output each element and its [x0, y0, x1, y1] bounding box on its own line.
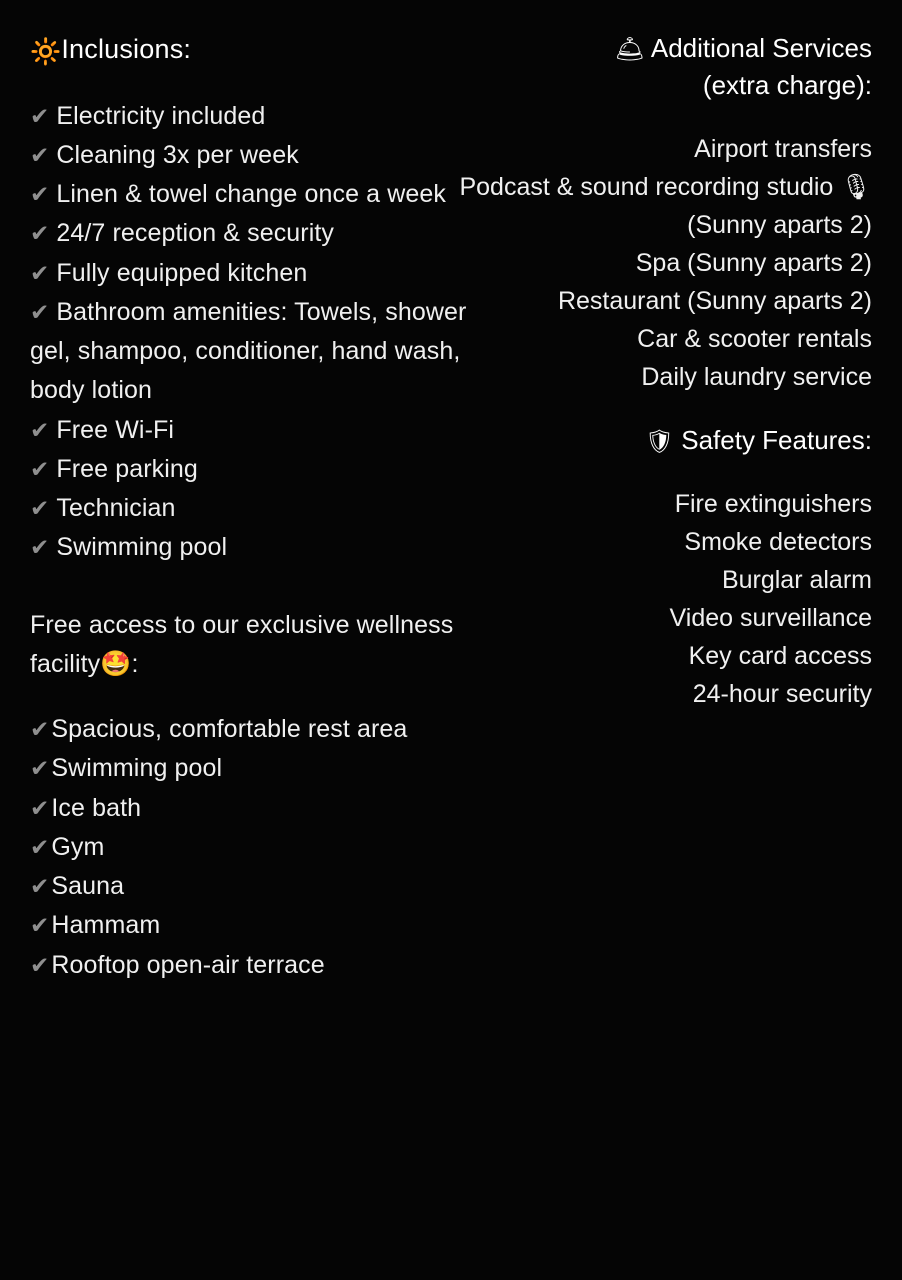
list-item: [30, 867, 470, 906]
services-column: [450, 30, 872, 713]
inclusions-column: [30, 30, 470, 985]
inclusions-heading: [30, 30, 470, 71]
list-item-label: Bathroom amenities: Towels, shower gel, shampoo, conditioner, hand wash, body lotion: [30, 297, 467, 405]
list-item: [30, 97, 470, 136]
list-item: [30, 214, 470, 253]
wellness-list: [30, 710, 470, 985]
list-item-label: Fully equipped kitchen: [56, 258, 308, 287]
additional-services-heading: [450, 30, 872, 104]
list-item-label: 24/7 reception & security: [56, 219, 335, 248]
inclusions-list: [30, 97, 470, 568]
list-item: [30, 749, 470, 788]
safety-heading: [450, 422, 872, 459]
sun-icon: 🔆: [30, 38, 62, 66]
list-item-label: Cleaning 3x per week: [56, 140, 299, 169]
spacer: [450, 459, 872, 485]
list-item: [30, 528, 470, 567]
list-item: [30, 450, 470, 489]
list-item: [30, 293, 470, 411]
list-item-label: Technician: [56, 494, 176, 522]
check-icon: ✔: [30, 141, 50, 168]
wellness-intro-label: Free access to our exclusive wellness facility: [30, 610, 454, 678]
spacer: [450, 396, 872, 422]
spacer: [30, 684, 470, 710]
list-item: Spa (Sunny aparts 2): [635, 248, 872, 277]
spacer: [30, 568, 470, 606]
list-item: [30, 710, 470, 749]
check-icon: ✔: [30, 102, 50, 129]
check-icon: ✔: [30, 220, 50, 247]
list-item-label: Ice bath: [51, 793, 142, 822]
shield-icon: 🛡: [644, 427, 674, 454]
check-icon: ✔: [30, 259, 50, 286]
check-icon: ✔: [30, 873, 50, 899]
check-icon: ✔: [30, 416, 50, 443]
check-icon: ✔: [30, 181, 50, 207]
list-item: Smoke detectors: [684, 527, 872, 556]
wellness-intro-suffix: :: [131, 649, 139, 678]
bellhop-bell-icon: 🛎: [614, 36, 646, 63]
list-item: [30, 411, 470, 450]
check-icon: ✔: [30, 833, 50, 860]
list-item-label: Swimming pool: [56, 533, 228, 562]
check-icon: ✔: [30, 534, 50, 561]
list-item-label: Spacious, comfortable rest area: [51, 715, 408, 743]
list-item: [30, 136, 470, 175]
list-item: Fire extinguishers: [674, 489, 872, 518]
list-item: [30, 489, 470, 528]
star-struck-icon: 🤩: [100, 649, 132, 678]
list-item-label: Electricity included: [56, 101, 266, 130]
list-item: [30, 946, 470, 985]
list-item: Restaurant (Sunny aparts 2): [557, 286, 872, 315]
list-item: Video surveillance: [669, 603, 872, 632]
check-icon: ✔: [30, 794, 50, 821]
list-item-label: Swimming pool: [51, 754, 223, 783]
list-item-label: Rooftop open-air terrace: [51, 950, 325, 979]
check-icon: ✔: [30, 455, 50, 482]
additional-services-list: [450, 130, 872, 396]
list-item: [30, 828, 470, 867]
list-item: [30, 254, 470, 293]
wellness-intro: [30, 606, 470, 685]
list-item: [30, 175, 470, 214]
check-icon: ✔: [30, 951, 50, 978]
check-icon: ✔: [30, 755, 50, 782]
list-item-label: Free parking: [56, 454, 198, 483]
additional-services-heading-line2: (extra charge):: [702, 70, 872, 101]
additional-services-heading-line1: Additional Services: [650, 33, 872, 63]
list-item: Car & scooter rentals: [637, 324, 872, 353]
list-item: Airport transfers: [694, 134, 872, 163]
list-item: 24-hour security: [692, 679, 872, 708]
list-item: Burglar alarm: [721, 565, 872, 594]
list-item: Key card access: [688, 641, 872, 670]
safety-list: [450, 485, 872, 713]
check-icon: ✔: [30, 716, 50, 742]
list-item-label: Linen & towel change once a week: [56, 180, 446, 208]
list-item-label: Sauna: [51, 872, 125, 900]
spacer: [450, 104, 872, 130]
list-item-label: Hammam: [51, 911, 161, 940]
list-item: [30, 906, 470, 945]
list-item-label: Gym: [51, 832, 105, 861]
check-icon: ✔: [30, 495, 50, 521]
list-item: [30, 789, 470, 828]
check-icon: ✔: [30, 912, 50, 939]
list-item: Daily laundry service: [641, 362, 872, 391]
check-icon: ✔: [30, 298, 50, 325]
list-item: Podcast & sound recording studio 🎙 (Sunny aparts 2): [459, 172, 872, 239]
safety-heading-label: Safety Features:: [681, 424, 872, 455]
list-item-label: Free Wi-Fi: [56, 415, 175, 444]
inclusions-heading-label: Inclusions:: [61, 34, 192, 64]
spacer: [30, 71, 470, 97]
